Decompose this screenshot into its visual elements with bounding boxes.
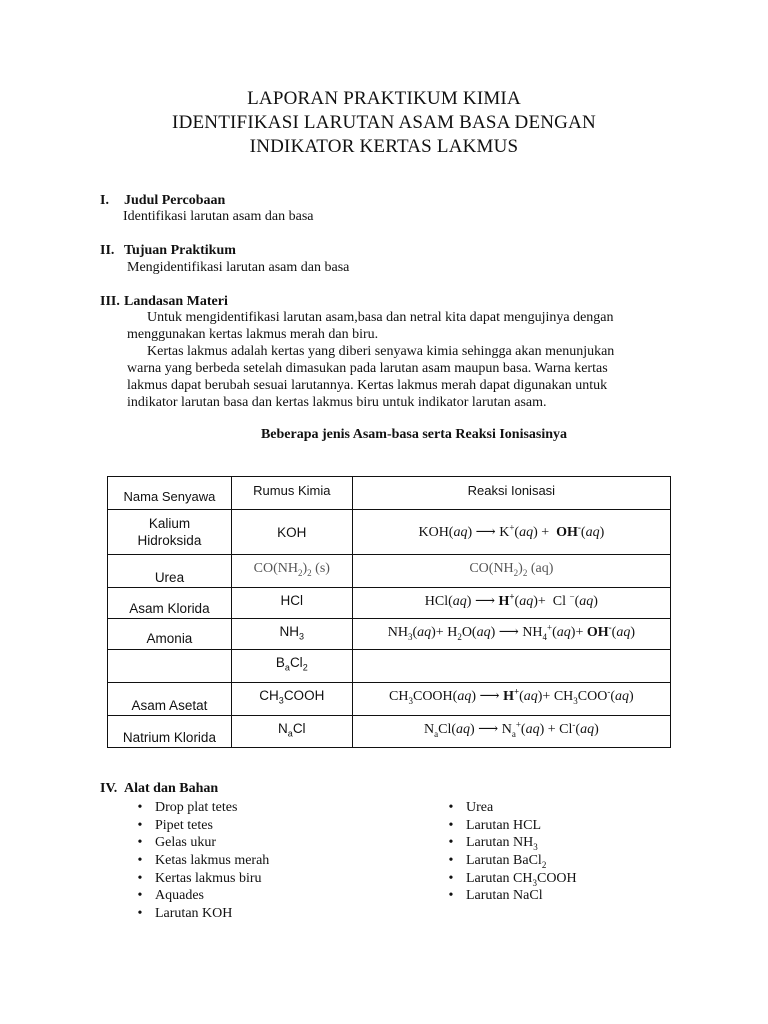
bullet-icon: •	[448, 870, 454, 886]
cell-name: Urea	[108, 555, 232, 588]
table-caption: Beberapa jenis Asam-basa serta Reaksi Ionisasinya	[260, 427, 568, 442]
cell-reaction: $N_aCl(aq)$ ⟶ $N_a^+(aq) + Cl^-(aq)$	[352, 716, 670, 748]
cell-reaction: KOH(aq) ⟶ K+(aq) + OH-(aq)	[352, 510, 670, 555]
list-item	[131, 887, 269, 905]
section-1-heading	[100, 193, 225, 209]
section-3-title: Landasan Materi	[124, 294, 228, 309]
cell-formula: $B_aCl_2$	[231, 650, 352, 683]
list-item-label: Larutan $NH_3$	[466, 835, 538, 853]
cell-name: Natrium Klorida	[108, 716, 232, 748]
cell-formula: $CH_3COOH$	[231, 683, 352, 716]
section-1-number: I.	[100, 193, 109, 208]
section-4-number: IV.	[100, 781, 118, 796]
bullet-icon: •	[448, 888, 454, 904]
list-item	[131, 799, 269, 817]
list-item	[442, 887, 577, 905]
bullet-icon: •	[448, 800, 454, 815]
list-item-label: Aquades	[155, 888, 204, 904]
equipment-list	[131, 799, 269, 923]
section-3-line: lakmus dapat berubah sesuai larutannya. Kertas lakmus merah dapat digunakan untuk	[127, 378, 608, 393]
report-title-line-3: INDIKATOR KERTAS LAKMUS	[249, 136, 519, 157]
table-row	[108, 716, 671, 748]
bullet-icon: •	[137, 870, 143, 886]
section-4-heading	[100, 781, 218, 797]
cell-name: Amonia	[108, 619, 232, 650]
section-3-heading	[100, 294, 228, 310]
cell-formula: $N_aCl$	[231, 716, 352, 748]
bullet-icon: •	[137, 906, 143, 922]
list-item-label: Larutan KOH	[155, 906, 233, 922]
section-1-text: Identifikasi larutan asam dan basa	[123, 209, 314, 224]
section-2-number: II.	[100, 243, 115, 258]
section-3-number: III.	[100, 294, 120, 309]
bullet-icon: •	[137, 853, 143, 869]
section-3-line: Untuk mengidentifikasi larutan asam,basa dan netral kita dapat mengujinya dengan	[147, 310, 614, 325]
list-item	[442, 817, 577, 835]
cell-reaction	[352, 650, 670, 683]
list-item-label: Ketas lakmus merah	[155, 853, 270, 869]
section-2-title: Tujuan Praktikum	[124, 243, 236, 258]
bullet-icon: •	[448, 817, 454, 833]
table-row	[108, 683, 671, 716]
header-nama-senyawa: Nama Senyawa	[108, 477, 232, 510]
section-2-text: Mengidentifikasi larutan asam dan basa	[127, 260, 350, 275]
bullet-icon: •	[137, 888, 143, 904]
cell-reaction: $CO(NH_2)_2$ (aq)	[352, 555, 670, 588]
list-item	[442, 870, 577, 888]
bullet-icon: •	[448, 835, 454, 851]
cell-formula: HCl	[231, 588, 352, 619]
section-2-heading	[100, 243, 236, 259]
cell-formula: KOH	[231, 510, 352, 555]
cell-formula: $CO(NH_2)_2$ (s)	[231, 555, 352, 588]
list-item	[131, 870, 269, 888]
list-item	[131, 905, 269, 923]
cell-name	[108, 650, 232, 683]
cell-reaction: $CH_3COOH(aq)$ ⟶ $H^+(aq)+ CH_3COO^-(aq)$	[352, 683, 670, 716]
list-item-label: Pipet tetes	[155, 817, 213, 833]
reaction-table	[107, 476, 671, 748]
list-item-label: Kertas lakmus biru	[155, 870, 262, 886]
table-header-row	[108, 477, 671, 510]
list-item	[131, 852, 269, 870]
header-rumus-kimia: Rumus Kimia	[231, 477, 352, 510]
list-item-label: Urea	[466, 800, 494, 815]
list-item-label: Drop plat tetes	[155, 800, 238, 815]
table-row	[108, 650, 671, 683]
section-3-line: menggunakan kertas lakmus merah dan biru.	[127, 327, 379, 342]
list-item	[131, 834, 269, 852]
list-item-label: Larutan $CH_3COOH$	[466, 870, 577, 888]
section-1-title: Judul Percobaan	[124, 193, 226, 208]
list-item-label: Larutan NaCl	[466, 888, 543, 904]
cell-name: Asam Klorida	[108, 588, 232, 619]
materials-list	[442, 799, 577, 905]
cell-formula: $NH_3$	[231, 619, 352, 650]
list-item	[442, 799, 577, 817]
list-item-label: Gelas ukur	[155, 835, 217, 851]
bullet-icon: •	[137, 835, 143, 851]
bullet-icon: •	[137, 817, 143, 833]
list-item	[442, 834, 577, 852]
list-item	[131, 817, 269, 835]
cell-name: Asam Asetat	[108, 683, 232, 716]
list-item	[442, 852, 577, 870]
section-3-line: indikator larutan basa dan kertas lakmus biru untuk indikator larutan asam.	[127, 395, 547, 410]
header-reaksi-ionisasi: Reaksi Ionisasi	[352, 477, 670, 510]
bullet-icon: •	[448, 853, 454, 869]
table-row	[108, 619, 671, 650]
section-3-line: warna yang berbeda setelah dimasukan pada larutan asam maupun basa. Warna kertas	[127, 361, 608, 376]
bullet-icon: •	[137, 800, 143, 815]
table-row	[108, 510, 671, 555]
report-title-line-2: IDENTIFIKASI LARUTAN ASAM BASA DENGAN	[172, 112, 596, 133]
table-row	[108, 588, 671, 619]
section-4-title: Alat dan Bahan	[124, 781, 219, 796]
report-title-line-1: LAPORAN PRAKTIKUM KIMIA	[247, 88, 521, 109]
table-row	[108, 555, 671, 588]
cell-name: Kalium Hidroksida	[108, 510, 232, 555]
cell-reaction: HCl(aq) ⟶ H+(aq)+ Cl −(aq)	[352, 588, 670, 619]
section-3-line: Kertas lakmus adalah kertas yang diberi senyawa kimia sehingga akan menunjukan	[147, 344, 615, 359]
cell-reaction: $NH_3(aq)+ H_2O(aq)$ ⟶ $NH_4^+(aq)+ OH^-(aq)$	[352, 619, 670, 650]
list-item-label: Larutan BaCl$_2$	[466, 853, 547, 870]
list-item-label: Larutan HCL	[466, 817, 542, 833]
